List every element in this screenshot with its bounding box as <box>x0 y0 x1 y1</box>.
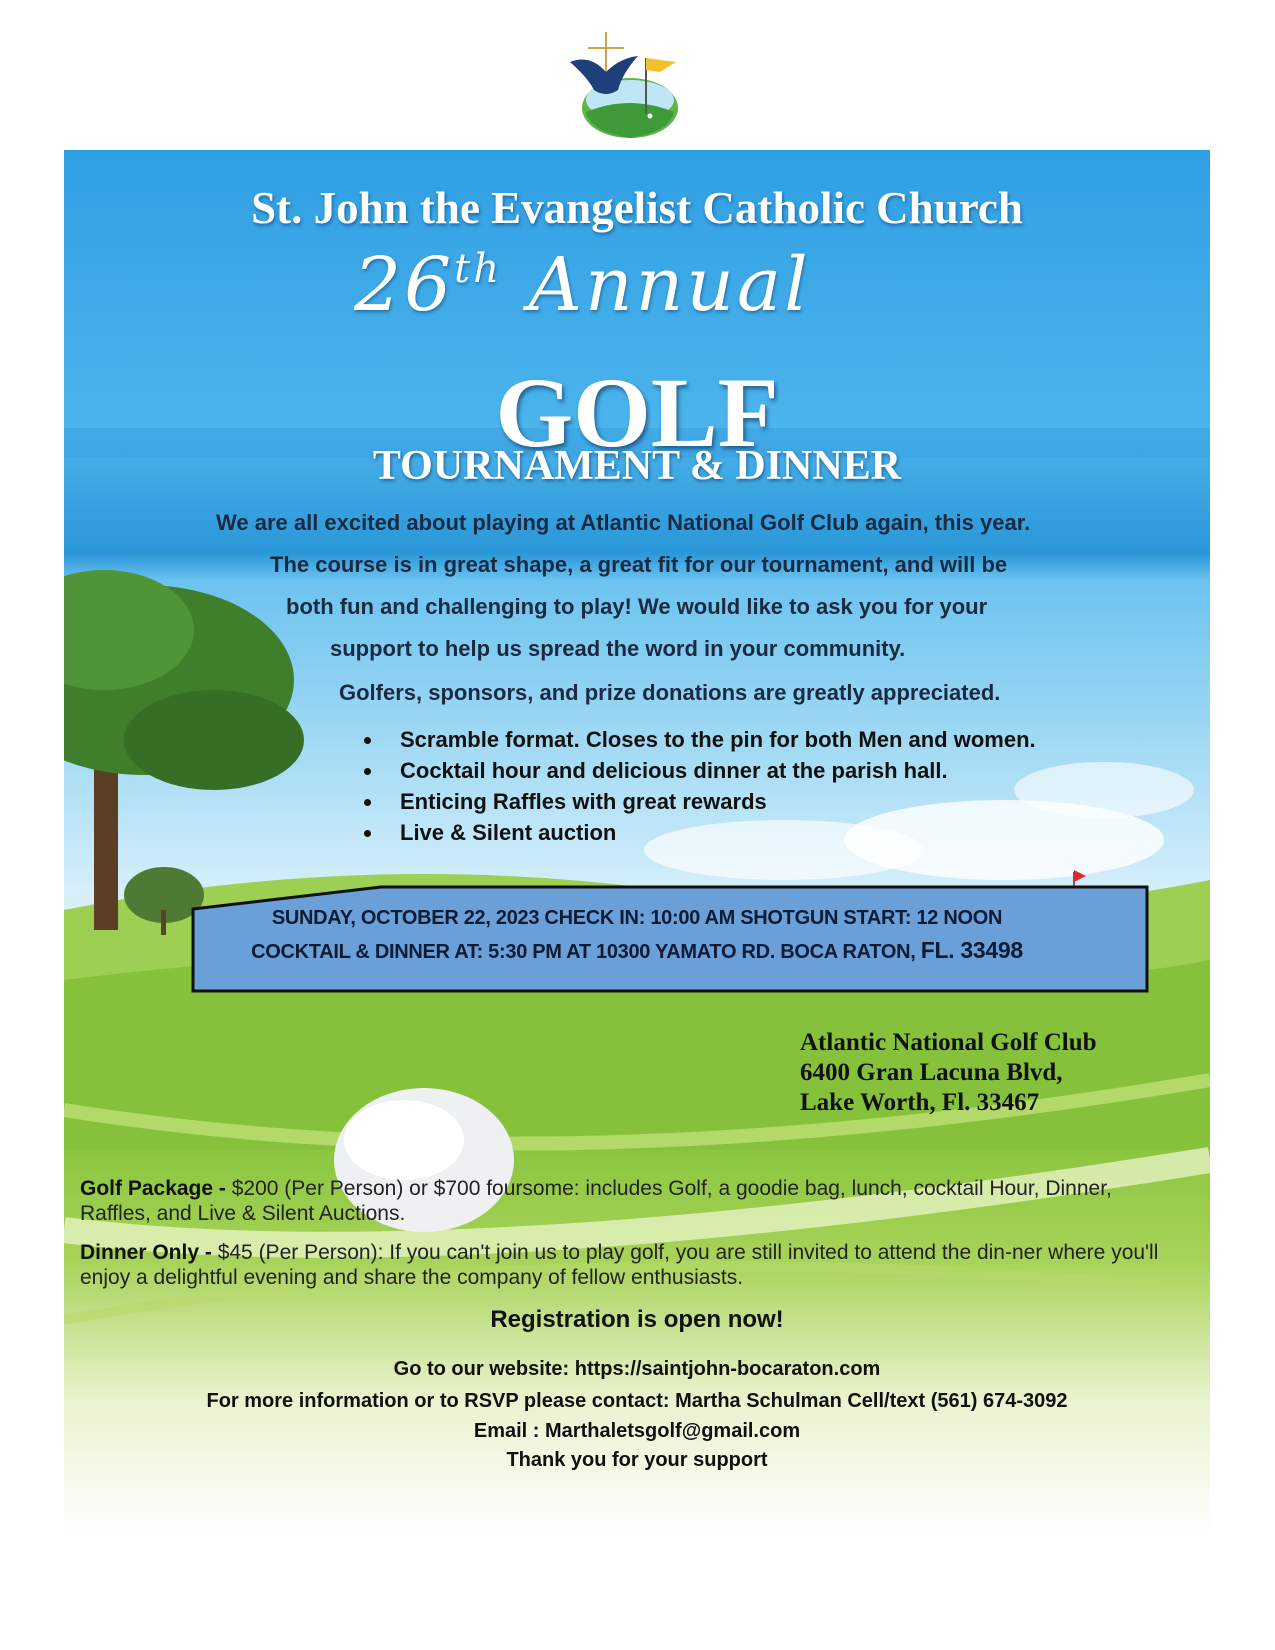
dinner-package-label: Dinner Only - <box>80 1241 212 1264</box>
venue-city: Lake Worth, Fl. 33467 <box>800 1089 1040 1116</box>
event-details <box>64 902 1210 968</box>
registration-notice: Registration is open now! <box>490 1306 784 1333</box>
website-line: Go to our website: https://saintjohn-bocaraton.com <box>393 1358 881 1380</box>
golf-title: GOLF <box>495 357 779 468</box>
intro-line: The course is in great shape, a great fit for our tournament, and will be <box>270 552 1008 577</box>
dinner-address: COCKTAIL & DINNER AT: 5:30 PM AT 10300 YAMATO RD. BOCA RATON, <box>251 941 916 963</box>
list-item: Scramble format. Closes to the pin for both Men and women. <box>364 724 1036 755</box>
dinner-package-text: $45 (Per Person): If you can't join us to play golf, you are still invited to attend the din-ner where you'll enjoy a delightful evening and share the company of fellow enthusiasts. <box>80 1241 1159 1289</box>
tournament-subtitle: TOURNAMENT & DINNER <box>372 443 902 489</box>
event-dinner-location <box>64 934 1210 968</box>
dinner-zip: FL. 33498 <box>920 937 1023 963</box>
flyer-panel <box>64 150 1210 1540</box>
thank-you-line: Thank you for your support <box>506 1449 768 1471</box>
contact-line: For more information or to RSVP please contact: Martha Schulman Cell/text (561) 674-3092 <box>206 1390 1068 1412</box>
eagle-golf-logo-icon <box>560 28 700 148</box>
dinner-package <box>80 1240 1170 1290</box>
event-date-time: SUNDAY, OCTOBER 22, 2023 CHECK IN: 10:00 AM SHOTGUN START: 12 NOON <box>271 907 1003 929</box>
venue-address <box>800 1028 1097 1118</box>
annual-word: Annual <box>528 242 811 328</box>
annual-heading <box>354 242 994 328</box>
annual-suffix: th <box>454 246 503 292</box>
intro-line: We are all excited about playing at Atlantic National Golf Club again, this year. <box>216 510 1031 535</box>
venue-street: 6400 Gran Lacuna Blvd, <box>800 1059 1063 1086</box>
feature-list <box>364 724 1036 848</box>
list-item: Enticing Raffles with great rewards <box>364 786 1036 817</box>
golf-package-text: $200 (Per Person) or $700 foursome: includes Golf, a goodie bag, lunch, cocktail Hour, Dinner, Raffles, and Live & Silent Auctions. <box>80 1177 1112 1225</box>
church-name: St. John the Evangelist Catholic Church <box>251 183 1023 233</box>
golf-package <box>80 1176 1170 1226</box>
list-item: Cocktail hour and delicious dinner at the parish hall. <box>364 755 1036 786</box>
venue-name: Atlantic National Golf Club <box>800 1029 1097 1056</box>
list-item: Live & Silent auction <box>364 817 1036 848</box>
intro-line: both fun and challenging to play! We would like to ask you for your <box>286 594 988 619</box>
email-line: Email : Marthaletsgolf@gmail.com <box>473 1420 801 1442</box>
intro-line: support to help us spread the word in your community. <box>330 636 906 661</box>
golf-package-label: Golf Package - <box>80 1177 226 1200</box>
intro-line: Golfers, sponsors, and prize donations are greatly appreciated. <box>339 680 1001 705</box>
annual-number: 26 <box>354 242 455 328</box>
